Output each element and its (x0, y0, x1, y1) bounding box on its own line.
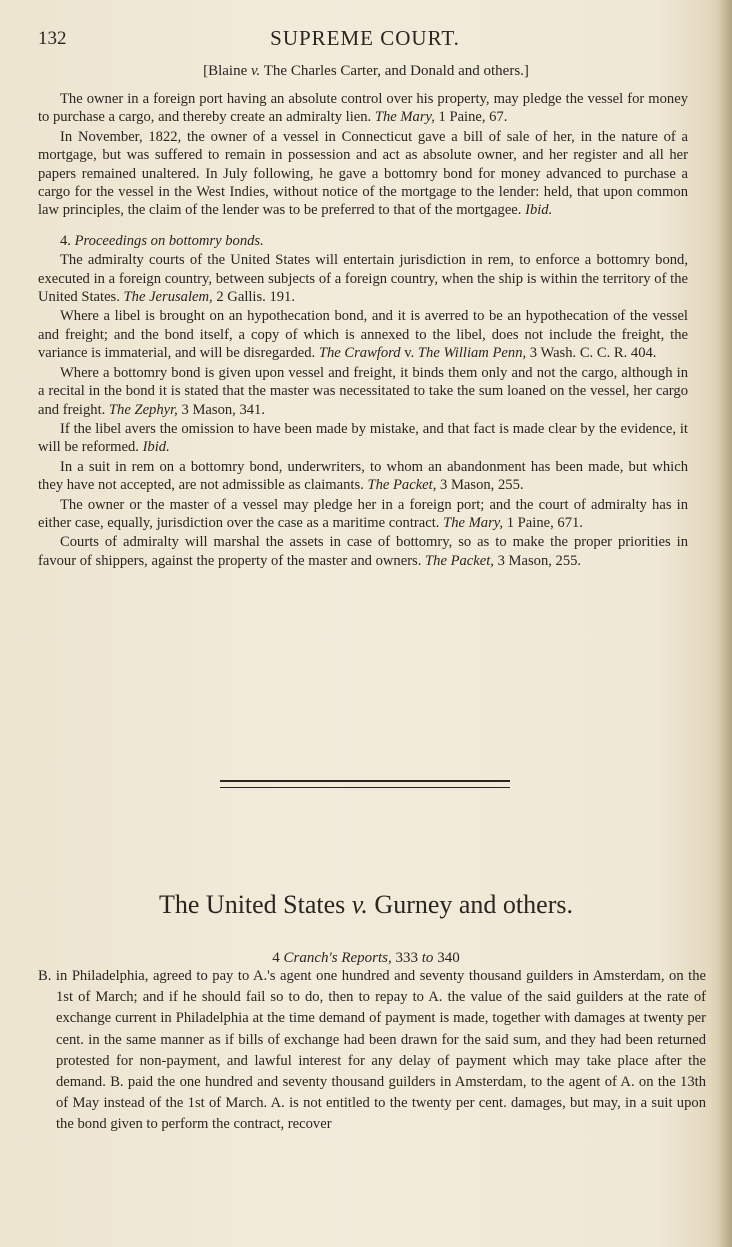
italic-citation: Cranch's Reports, (283, 950, 392, 966)
text-run: In a suit in rem on a bottomry bond, underwriters, to whom an abandonment has been made, but which they have not accepted, are not admissible as claimants. (38, 458, 688, 494)
italic-citation: The Packet, (425, 552, 494, 569)
italic-citation: The Packet, (367, 477, 437, 494)
italic-citation: The William Penn, (417, 345, 527, 362)
digest-paragraph (38, 420, 688, 457)
text-run: 333 (391, 950, 422, 966)
digest-paragraph (38, 458, 688, 495)
text-run: 3 Mason, 341. (177, 401, 266, 418)
text-run: 1 Paine, 671. (503, 514, 583, 531)
digest-body (38, 90, 688, 571)
text-run: 3 Mason, 255. (436, 477, 524, 494)
italic-citation: The Crawford (318, 345, 401, 362)
text-run: The owner or the master of a vessel may pledge her in a foreign port; and the court of admiralty has in either case, equally, jurisdiction over the case as a maritime contract. (38, 496, 688, 531)
text-run: [Blaine (203, 63, 251, 79)
italic-citation: v. (351, 890, 368, 919)
text-run: 340 (433, 950, 460, 966)
italic-citation: Proceedings on bottomry bonds. (74, 232, 264, 249)
digest-paragraph (38, 364, 688, 419)
text-run: v. (400, 345, 418, 362)
case-citation (0, 950, 732, 967)
italic-citation: Ibid. (142, 439, 170, 456)
digest-paragraph (38, 128, 688, 220)
text-run: 2 Gallis. 191. (212, 289, 295, 306)
digest-paragraph (38, 251, 688, 306)
italic-citation: The Mary, (443, 514, 504, 531)
italic-citation: Ibid. (525, 202, 553, 219)
text-run: B. in Philadelphia, agreed to pay to A.'s agent one hundred and seventy thousand guilders in Amsterdam, on the 1st of March; and if he should fail so to do, then to repay to A. the value of the said guilders at the rate of exchange current in Philadelphia at the time demand of payment is made, together with damages at twenty per cent. in the same manner as if bills of exchange had been drawn for the said sum, and they had been returned protested for non-payment, and lawful interest for any delay of payment which may take place after the demand. B. paid the one hundred and seventy thousand guilders in Amsterdam, to the agent of A. on the 13th of May instead of the 1st of March. A. is not entitled to the twenty per cent. damages, but may, in a suit upon the bond given to perform the contract, recover (38, 968, 706, 1133)
italic-citation: The Mary, (374, 109, 435, 126)
section-heading (38, 232, 688, 250)
text-run: The Charles Carter, and Donald and others.] (260, 63, 529, 79)
text-run: Where a libel is brought on an hypothecation bond, and it is averred to be an hypothecation of the vessel and freight; and the bond itself, a copy of which is annexed to the libel, does not include the freight, the variance is immaterial, and will be disregarded. (38, 308, 688, 362)
text-run: 4. (60, 232, 75, 249)
text-run: Where a bottomry bond is given upon vessel and freight, it binds them only and not the cargo, although in a recital in the bond it is stated that the master was necessitated to take the sum loaned on the vessel, her cargo and freight. (38, 364, 688, 418)
page-gutter-shadow (718, 0, 732, 1247)
text-run: 3 Wash. C. C. R. 404. (526, 345, 657, 362)
text-run: The admiralty courts of the United States will entertain jurisdiction in rem, to enforce a bottomry bond, executed in a foreign country, between subjects of a foreign country, when the ship is within the territory of the United States. (38, 252, 688, 306)
section-divider (220, 780, 510, 788)
case-caption (0, 63, 732, 80)
case-title (0, 890, 732, 920)
text-run: The United States (159, 890, 352, 919)
page-header (38, 26, 692, 56)
italic-citation: v. (250, 63, 261, 79)
italic-citation: to (421, 950, 434, 966)
digest-paragraph (38, 90, 688, 127)
italic-citation: The Jerusalem, (123, 289, 213, 306)
digest-paragraph (38, 307, 688, 362)
page-number: 132 (38, 28, 67, 49)
text-run: The owner in a foreign port having an absolute control over his property, may pledge the vessel for money to purchase a cargo, and thereby create an admiralty lien. (38, 91, 688, 126)
italic-citation: The Zephyr, (108, 401, 178, 418)
text-run: In November, 1822, the owner of a vessel in Connecticut gave a bill of sale of her, in the nature of a mortgage, but was suffered to remain in possession and act as absolute owner, and her register and all her papers remained unaltered. In July following, he gave a bottomry bond for money advanced to purchase a cargo for the vessel in the West Indies, without notice of the mortgage to the lender: held, that upon common law principles, the claim of the lender was to be preferred to that of the mortgagee. (38, 128, 688, 219)
digest-paragraph (38, 496, 688, 533)
text-run: Courts of admiralty will marshal the assets in case of bottomry, so as to make the proper priorities in favour of shippers, against the property of the master and owners. (38, 534, 688, 569)
text-run: If the libel avers the omission to have been made by mistake, and that fact is made clear by the evidence, it will be reformed. (38, 420, 688, 456)
running-title: SUPREME COURT. (270, 26, 460, 50)
headnote (38, 966, 706, 1136)
digest-paragraph (38, 533, 688, 570)
text-run: 1 Paine, 67. (434, 109, 508, 126)
text-run: 4 (272, 950, 284, 966)
text-run: 3 Mason, 255. (493, 552, 582, 569)
text-run: Gurney and others. (367, 890, 573, 919)
